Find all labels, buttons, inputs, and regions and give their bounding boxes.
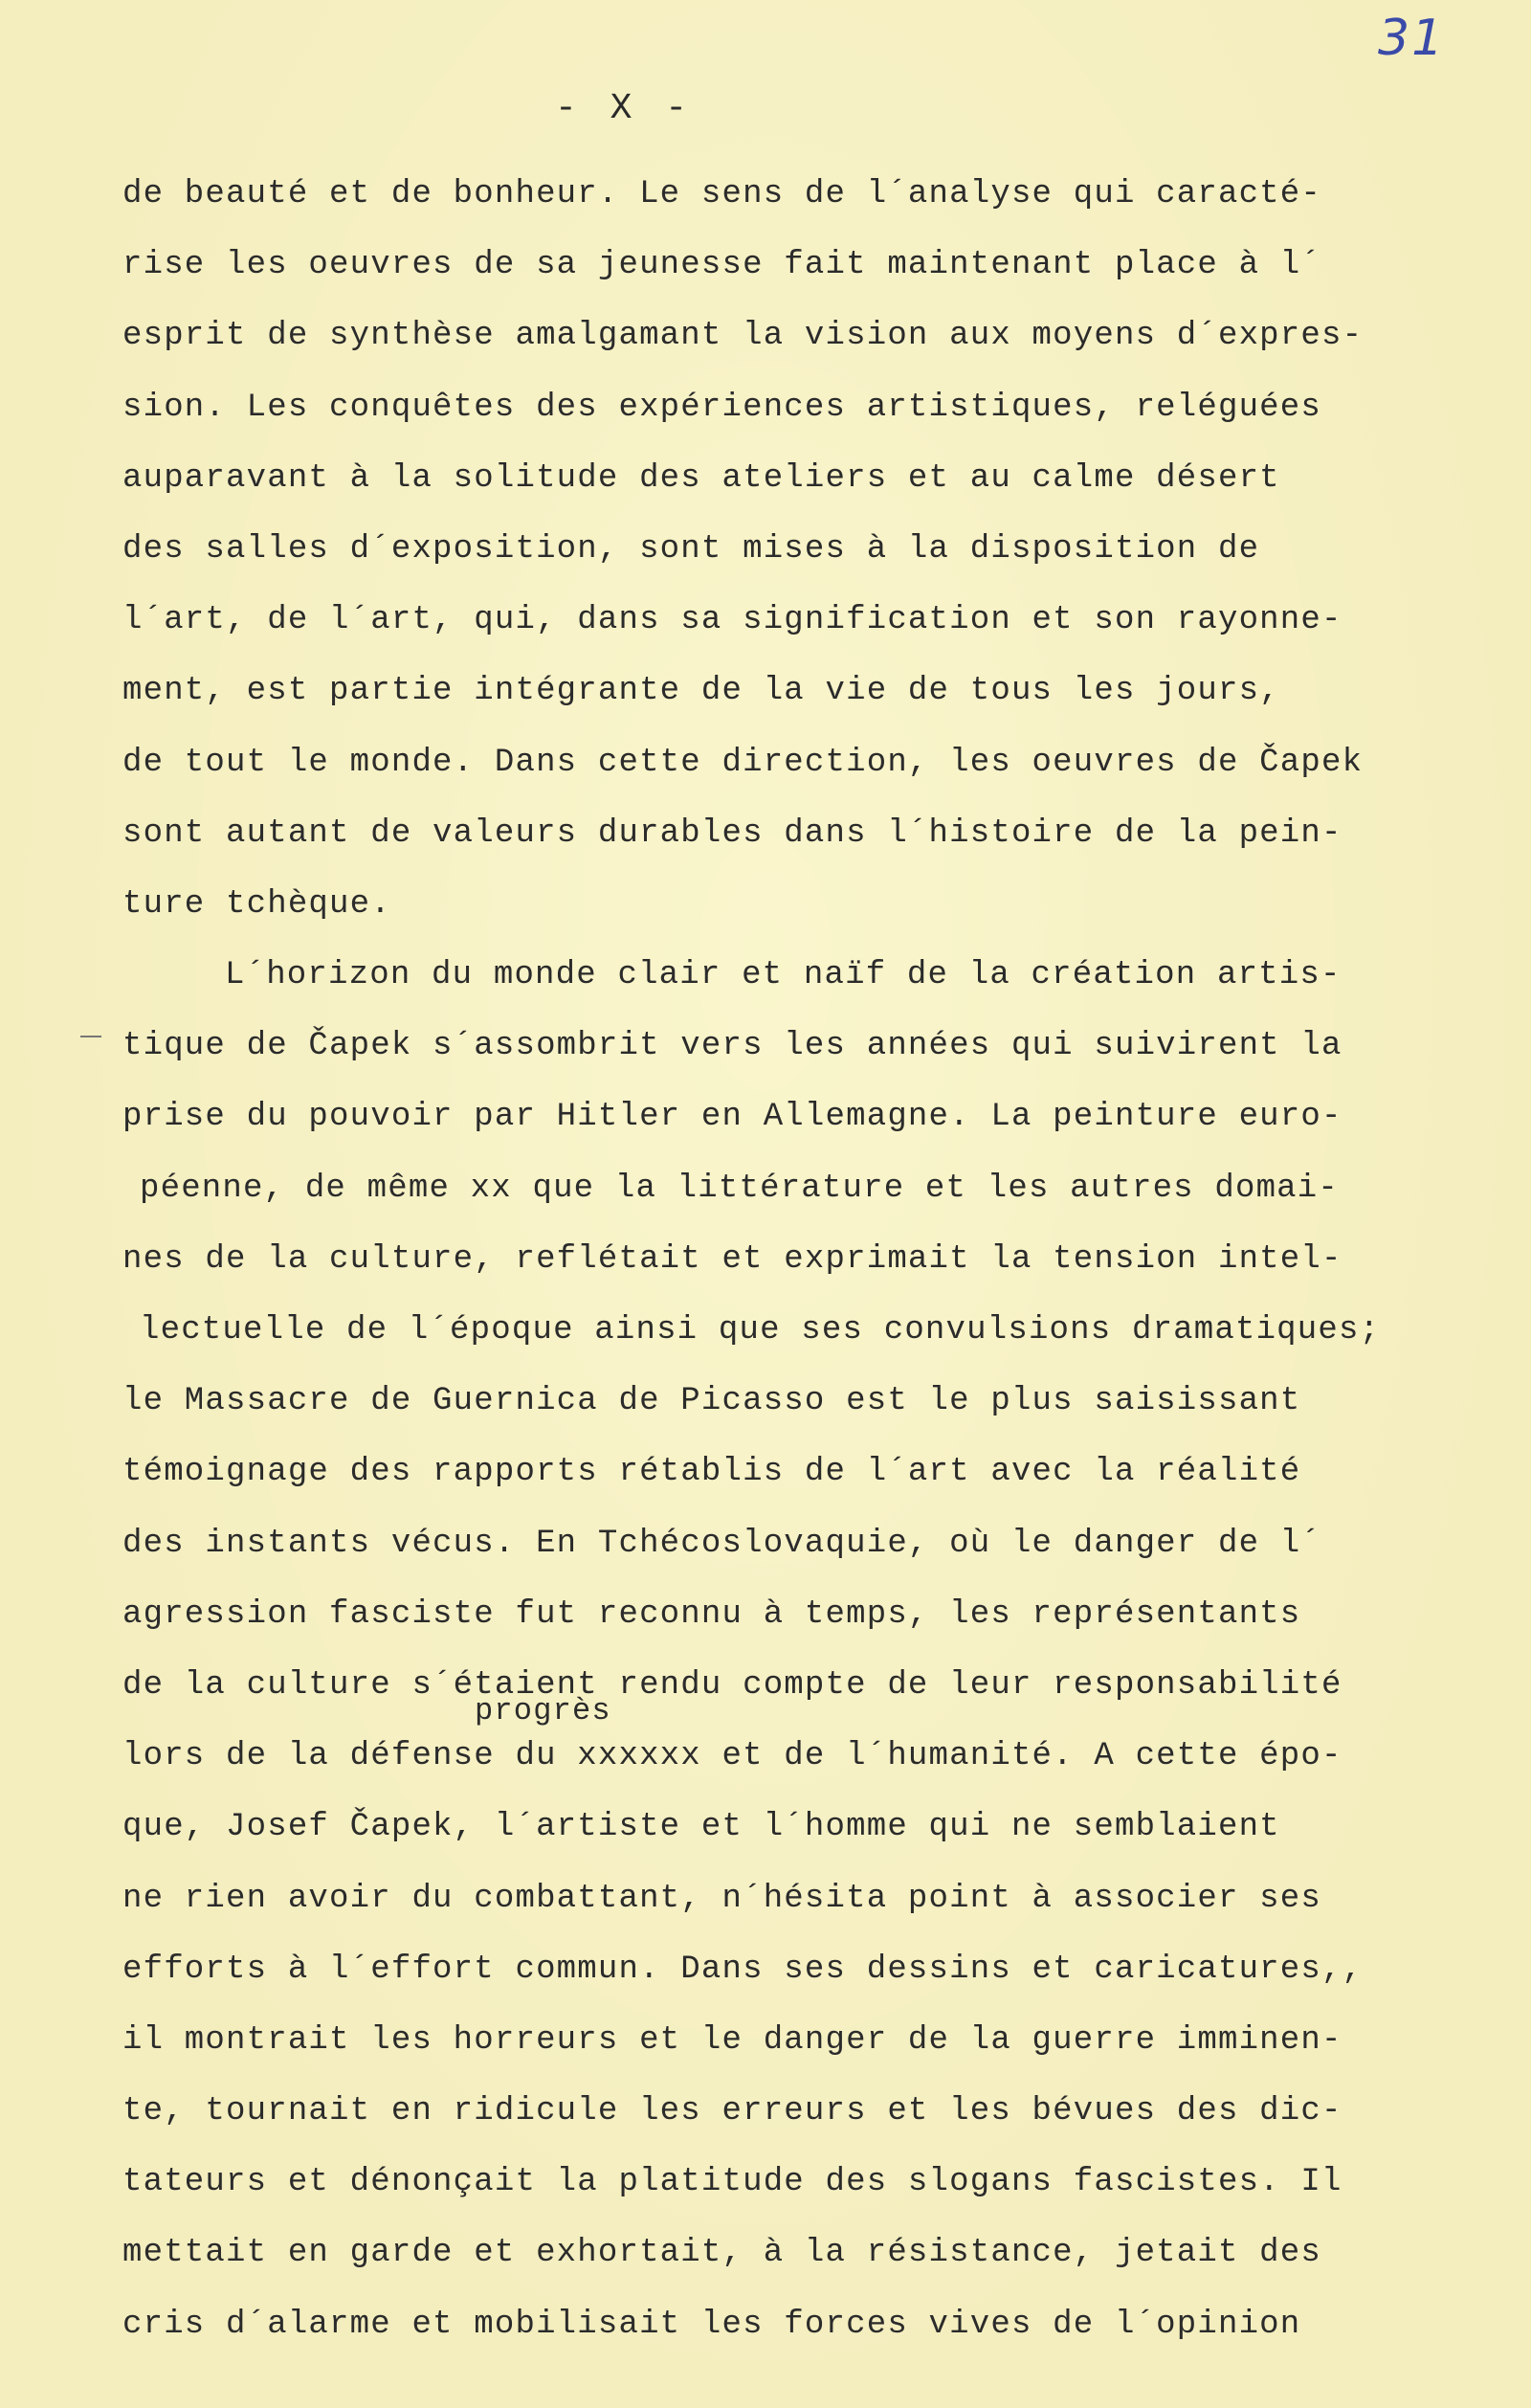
text-line: sont autant de valeurs durables dans l´histoire de la pein- bbox=[122, 814, 1342, 852]
text-line: mettait en garde et exhortait, à la résistance, jetait des bbox=[122, 2235, 1321, 2272]
text-line: tateurs et dénonçait la platitude des slogans fascistes. Il bbox=[122, 2164, 1342, 2201]
handwritten-page-number: 31 bbox=[1378, 10, 1446, 67]
margin-mark bbox=[80, 1036, 101, 1037]
text-line: efforts à l´effort commun. Dans ses dessins et caricatures,, bbox=[122, 1951, 1364, 1988]
text-line: des instants vécus. En Tchécoslovaquie, où le danger de l´ bbox=[122, 1525, 1321, 1562]
body-text bbox=[122, 159, 1500, 2360]
text-line: il montrait les horreurs et le danger de la guerre imminen- bbox=[122, 2021, 1342, 2059]
text-line: de la culture s´étaient rendu compte de leur responsabilité bbox=[122, 1666, 1342, 1704]
paragraph-first-line: L´horizon du monde clair et naïf de la création artis- bbox=[225, 957, 1342, 994]
text-line: te, tournait en ridicule les erreurs et les bévues des dic- bbox=[122, 2093, 1342, 2130]
text-line: lectuelle de l´époque ainsi que ses convulsions dramatiques; bbox=[140, 1312, 1381, 1349]
text-line: l´art, de l´art, qui, dans sa signification et son rayonne- bbox=[122, 602, 1342, 639]
text-line: ment, est partie intégrante de la vie de tous les jours, bbox=[122, 673, 1280, 710]
text-line: lors de la défense du xxxxxx et de l´humanité. A cette épo- bbox=[122, 1738, 1342, 1775]
typed-page-marker: - X - bbox=[555, 88, 694, 129]
text-line: nes de la culture, reflétait et exprimait la tension intel- bbox=[122, 1240, 1342, 1278]
text-line: auparavant à la solitude des ateliers et au calme désert bbox=[122, 459, 1280, 497]
text-line: agression fasciste fut reconnu à temps, les représentants bbox=[122, 1595, 1301, 1633]
interlinear-correction: progrès bbox=[475, 1693, 611, 1728]
text-line: rise les oeuvres de sa jeunesse fait maintenant place à l´ bbox=[122, 247, 1321, 284]
text-line: des salles d´exposition, sont mises à la disposition de bbox=[122, 530, 1260, 568]
text-line: le Massacre de Guernica de Picasso est le plus saisissant bbox=[122, 1383, 1301, 1420]
text-line: que, Josef Čapek, l´artiste et l´homme qui ne semblaient bbox=[122, 1809, 1280, 1846]
text-line: tique de Čapek s´assombrit vers les années qui suivirent la bbox=[122, 1028, 1342, 1065]
text-line: ne rien avoir du combattant, n´hésita point à associer ses bbox=[122, 1880, 1321, 1917]
text-line: cris d´alarme et mobilisait les forces vives de l´opinion bbox=[122, 2306, 1301, 2343]
text-line: prise du pouvoir par Hitler en Allemagne. La peinture euro- bbox=[122, 1099, 1342, 1136]
text-line: de beauté et de bonheur. Le sens de l´analyse qui caracté- bbox=[122, 176, 1321, 212]
text-line: témoignage des rapports rétablis de l´art avec la réalité bbox=[122, 1454, 1301, 1491]
text-line: de tout le monde. Dans cette direction, les oeuvres de Čapek bbox=[122, 744, 1364, 781]
text-line: péenne, de même xx que la littérature et les autres domai- bbox=[140, 1170, 1339, 1207]
text-line: sion. Les conquêtes des expériences artistiques, reléguées bbox=[122, 389, 1321, 426]
text-line: ture tchèque. bbox=[122, 885, 391, 923]
text-line: esprit de synthèse amalgamant la vision aux moyens d´expres- bbox=[122, 318, 1364, 355]
